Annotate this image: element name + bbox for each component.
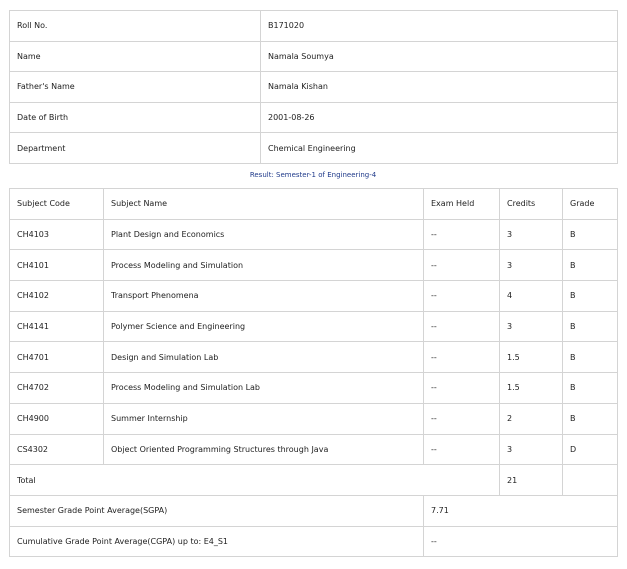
cgpa-row	[10, 526, 618, 557]
info-row-roll-no	[10, 11, 618, 42]
info-label: Father's Name	[10, 72, 261, 103]
exam-held: --	[424, 281, 500, 312]
total-row	[10, 465, 618, 496]
credits: 3	[500, 219, 563, 250]
table-row	[10, 311, 618, 342]
info-label: Date of Birth	[10, 102, 261, 133]
exam-held: --	[424, 434, 500, 465]
exam-held: --	[424, 342, 500, 373]
header-subject-name: Subject Name	[104, 189, 424, 220]
info-value: Namala Kishan	[261, 72, 618, 103]
info-label: Name	[10, 41, 261, 72]
credits: 2	[500, 403, 563, 434]
credits: 1.5	[500, 342, 563, 373]
info-row-name	[10, 41, 618, 72]
credits: 3	[500, 250, 563, 281]
info-value: B171020	[261, 11, 618, 42]
info-row-department	[10, 133, 618, 164]
header-credits: Credits	[500, 189, 563, 220]
sgpa-row	[10, 495, 618, 526]
subject-code: CH4102	[10, 281, 104, 312]
grade: B	[563, 219, 618, 250]
table-row	[10, 342, 618, 373]
total-credits: 21	[500, 465, 563, 496]
header-exam-held: Exam Held	[424, 189, 500, 220]
grade: B	[563, 250, 618, 281]
sgpa-label: Semester Grade Point Average(SGPA)	[10, 495, 424, 526]
table-row	[10, 219, 618, 250]
exam-held: --	[424, 311, 500, 342]
header-subject-code: Subject Code	[10, 189, 104, 220]
table-row	[10, 434, 618, 465]
table-row	[10, 281, 618, 312]
credits: 3	[500, 434, 563, 465]
subject-name: Plant Design and Economics	[104, 219, 424, 250]
table-row	[10, 373, 618, 404]
info-value: Chemical Engineering	[261, 133, 618, 164]
subject-name: Polymer Science and Engineering	[104, 311, 424, 342]
table-row	[10, 403, 618, 434]
subject-code: CH4701	[10, 342, 104, 373]
subject-code: CH4101	[10, 250, 104, 281]
subject-code: CH4900	[10, 403, 104, 434]
cgpa-value: --	[424, 526, 618, 557]
grade: D	[563, 434, 618, 465]
subject-name: Design and Simulation Lab	[104, 342, 424, 373]
credits: 4	[500, 281, 563, 312]
subject-code: CS4302	[10, 434, 104, 465]
exam-held: --	[424, 250, 500, 281]
info-value: Namala Soumya	[261, 41, 618, 72]
header-grade: Grade	[563, 189, 618, 220]
subject-code: CH4141	[10, 311, 104, 342]
exam-held: --	[424, 373, 500, 404]
sgpa-value: 7.71	[424, 495, 618, 526]
grade: B	[563, 373, 618, 404]
result-title: Result: Semester-1 of Engineering-4	[249, 171, 377, 179]
cgpa-label: Cumulative Grade Point Average(CGPA) up to: E4_S1	[10, 526, 424, 557]
total-label: Total	[10, 465, 500, 496]
grade: B	[563, 403, 618, 434]
marks-header-row	[10, 189, 618, 220]
subject-code: CH4103	[10, 219, 104, 250]
table-row	[10, 250, 618, 281]
info-row-date-of-birth	[10, 102, 618, 133]
subject-name: Summer Internship	[104, 403, 424, 434]
info-value: 2001-08-26	[261, 102, 618, 133]
exam-held: --	[424, 403, 500, 434]
info-label: Roll No.	[10, 11, 261, 42]
subject-name: Object Oriented Programming Structures through Java	[104, 434, 424, 465]
info-label: Department	[10, 133, 261, 164]
grade: B	[563, 342, 618, 373]
student-info-table	[9, 10, 618, 164]
credits: 3	[500, 311, 563, 342]
subject-name: Process Modeling and Simulation	[104, 250, 424, 281]
info-row-fathers-name	[10, 72, 618, 103]
grade: B	[563, 311, 618, 342]
marks-table	[9, 188, 618, 557]
grade: B	[563, 281, 618, 312]
subject-code: CH4702	[10, 373, 104, 404]
subject-name: Transport Phenomena	[104, 281, 424, 312]
subject-name: Process Modeling and Simulation Lab	[104, 373, 424, 404]
total-grade-empty	[563, 465, 618, 496]
credits: 1.5	[500, 373, 563, 404]
exam-held: --	[424, 219, 500, 250]
